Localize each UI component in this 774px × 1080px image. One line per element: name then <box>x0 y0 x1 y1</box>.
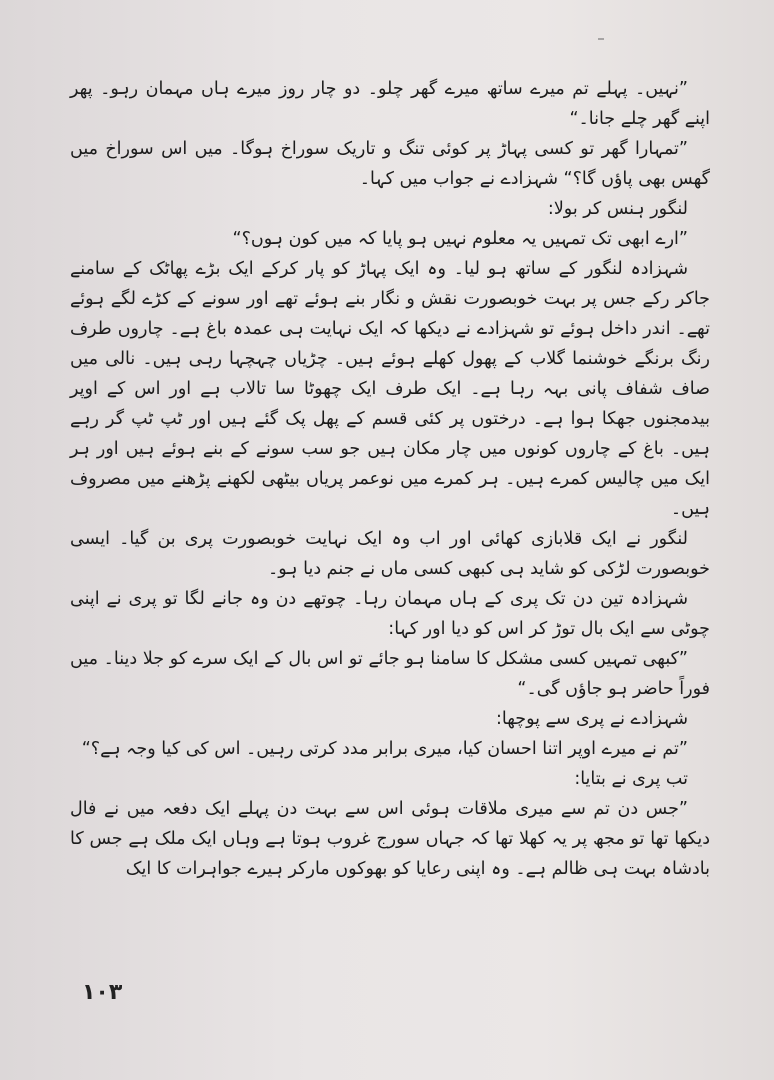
paragraph: ”نہیں۔ پہلے تم میرے ساتھ میرے گھر چلو۔ دو چار روز میرے ہاں مہمان رہو۔ پھر اپنے گھر چلے جانا۔“ <box>70 79 710 129</box>
paragraph: ”جس دن تم سے میری ملاقات ہوئی اس سے بہت دن پہلے ایک دفعہ میں نے فال دیکھا تھا تو مجھ پر یہ کھلا تھا کہ جہاں سورج غروب ہوتا ہے وہاں ایک ملک ہے جس کا بادشاہ بہت ہی ظالم ہے۔ وہ اپنی رعایا کو بھوکوں مارکر ہیرے جواہرات کا ایک <box>70 799 710 879</box>
paragraph: لنگور ہنس کر بولا: <box>547 199 688 219</box>
paragraph: شہزادے نے پری سے پوچھا: <box>495 709 688 729</box>
paragraph: ”تمہارا گھر تو کسی پہاڑ پر کوئی تنگ و تاریک سوراخ ہوگا۔ میں اس سوراخ میں گھس بھی پاؤں گا؟“ شہزادے نے جواب میں کہا۔ <box>70 139 710 189</box>
paragraph: تب پری نے بتایا: <box>574 769 688 789</box>
page-number: ۱۰۳ <box>82 980 123 1005</box>
paragraph: شہزادہ تین دن تک پری کے ہاں مہمان رہا۔ چوتھے دن وہ جانے لگا تو پری نے اپنی چوٹی سے ایک بال توڑ کر اس کو دیا اور کہا: <box>70 589 710 639</box>
paragraph: ”ارے ابھی تک تمہیں یہ معلوم نہیں ہو پایا کہ میں کون ہوں؟“ <box>232 229 688 249</box>
paragraph: ”تم نے میرے اوپر اتنا احسان کیا، میری برابر مدد کرتی رہیں۔ اس کی کیا وجہ ہے؟“ <box>81 739 688 759</box>
paper-speck <box>598 38 604 40</box>
paragraph: ”کبھی تمہیں کسی مشکل کا سامنا ہو جائے تو اس بال کے ایک سرے کو جلا دینا۔ میں فوراً حاضر ہو جاؤں گی۔“ <box>70 649 710 699</box>
paragraph: شہزادہ لنگور کے ساتھ ہو لیا۔ وہ ایک پہاڑ کو پار کرکے ایک بڑے پھاٹک کے سامنے جاکر رکے جس پر بہت خوبصورت نقش و نگار بنے ہوئے تھے اور سونے کے کڑے لگے ہوئے تھے۔ اندر داخل ہوئے تو شہزادے نے دیکھا کہ ایک نہایت ہی عمدہ باغ ہے۔ چاروں طرف رنگ برنگے خوشنما گلاب کے پھول کھلے ہوئے ہیں۔ چڑیاں چہچہا رہی ہیں۔ نالی میں صاف شفاف پانی بہہ رہا ہے۔ ایک طرف ایک چھوٹا سا تالاب ہے اور اس کے اوپر بیدمجنوں جھکا ہوا ہے۔ درختوں پر کئی قسم کے پھل پک گئے ہیں اور ٹپ ٹپ گر رہے ہیں۔ باغ کے چاروں کونوں میں چار مکان ہیں جو سب سونے کے بنے ہوئے ہیں اور ہر ایک میں چالیس کمرے ہیں۔ ہر کمرے میں نوعمر پریاں بیٹھی لکھنے پڑھنے میں مصروف ہیں۔ <box>70 259 710 519</box>
page-body-text <box>70 74 710 884</box>
paragraph: لنگور نے ایک قلابازی کھائی اور اب وہ ایک نہایت خوبصورت پری بن گیا۔ ایسی خوبصورت لڑکی کو شاید ہی کبھی کسی ماں نے جنم دیا ہو۔ <box>70 529 710 579</box>
